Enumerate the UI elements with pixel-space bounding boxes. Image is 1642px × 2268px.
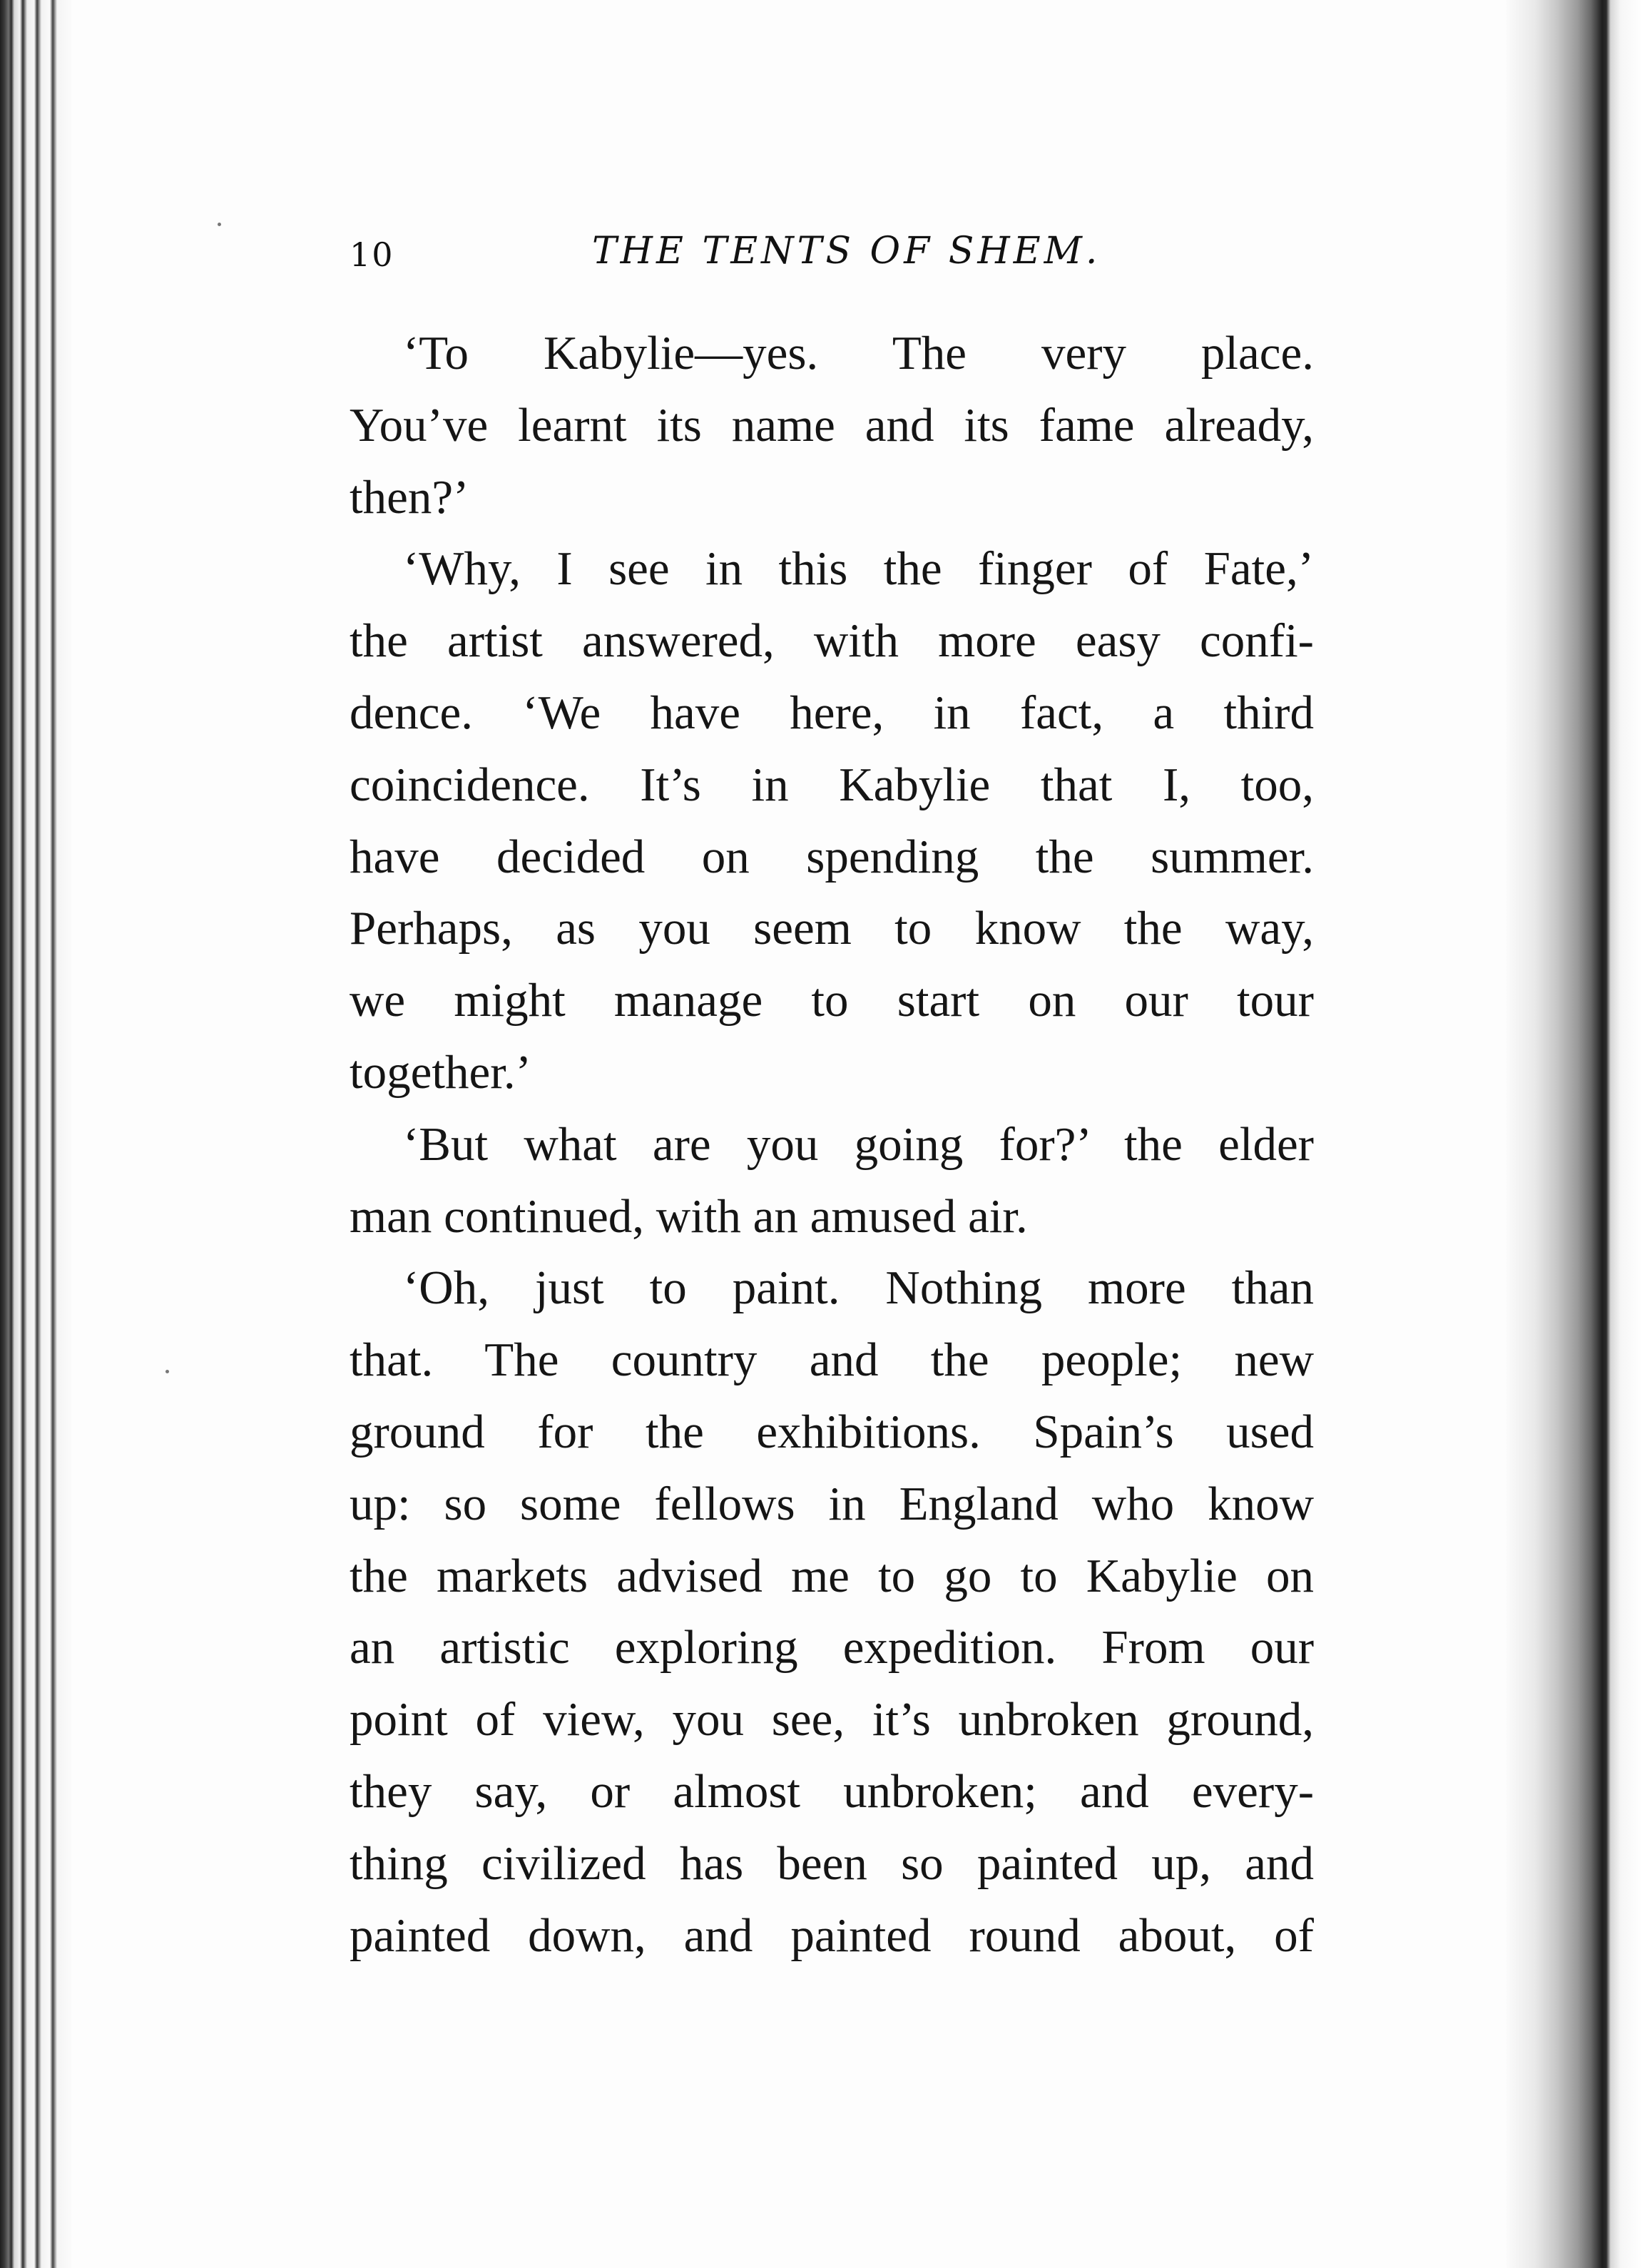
text-line: ‘Why, I see in this the finger of Fate,’: [403, 542, 1314, 596]
text-line: then?’: [350, 470, 469, 524]
text-line: You’ve learnt its name and its fame already,: [350, 398, 1314, 452]
paper-speck: [218, 223, 221, 226]
text-line: point of view, you see, it’s unbroken ground,: [350, 1693, 1314, 1746]
text-line: ‘But what are you going for?’ the elder: [403, 1117, 1314, 1171]
page-header: [350, 230, 1320, 280]
paper-speck: [165, 1370, 169, 1373]
binding-edge: [0, 0, 71, 2268]
text-line: an artistic exploring expedition. From our: [350, 1621, 1314, 1674]
text-line: Perhaps, as you seem to know the way,: [350, 902, 1314, 955]
text-line: man continued, with an amused air.: [350, 1189, 1028, 1243]
text-line: ‘Oh, just to paint. Nothing more than: [403, 1261, 1314, 1315]
text-line: up: so some fellows in England who know: [350, 1477, 1314, 1530]
text-line: together.’: [350, 1045, 531, 1099]
text-line: ground for the exhibitions. Spain’s used: [350, 1405, 1314, 1458]
body-text: [350, 317, 1314, 1971]
text-line: painted down, and painted round about, of: [350, 1908, 1314, 1962]
text-line: the markets advised me to go to Kabylie on: [350, 1549, 1314, 1602]
text-line: that. The country and the people; new: [350, 1333, 1314, 1387]
text-line: the artist answered, with more easy confi-: [350, 614, 1314, 668]
page-fore-edge: [1506, 0, 1642, 2268]
text-line: have decided on spending the summer.: [350, 830, 1314, 883]
page-number: 10: [350, 235, 394, 274]
text-line: coincidence. It’s in Kabylie that I, too,: [350, 758, 1314, 811]
running-head: THE TENTS OF SHEM.: [592, 230, 1101, 273]
text-line: thing civilized has been so painted up, and: [350, 1836, 1314, 1890]
text-line: ‘To Kabylie—yes. The very place.: [403, 327, 1314, 380]
text-line: dence. ‘We have here, in fact, a third: [350, 686, 1314, 739]
text-line: they say, or almost unbroken; and every-: [350, 1764, 1314, 1818]
text-line: we might manage to start on our tour: [350, 974, 1314, 1027]
